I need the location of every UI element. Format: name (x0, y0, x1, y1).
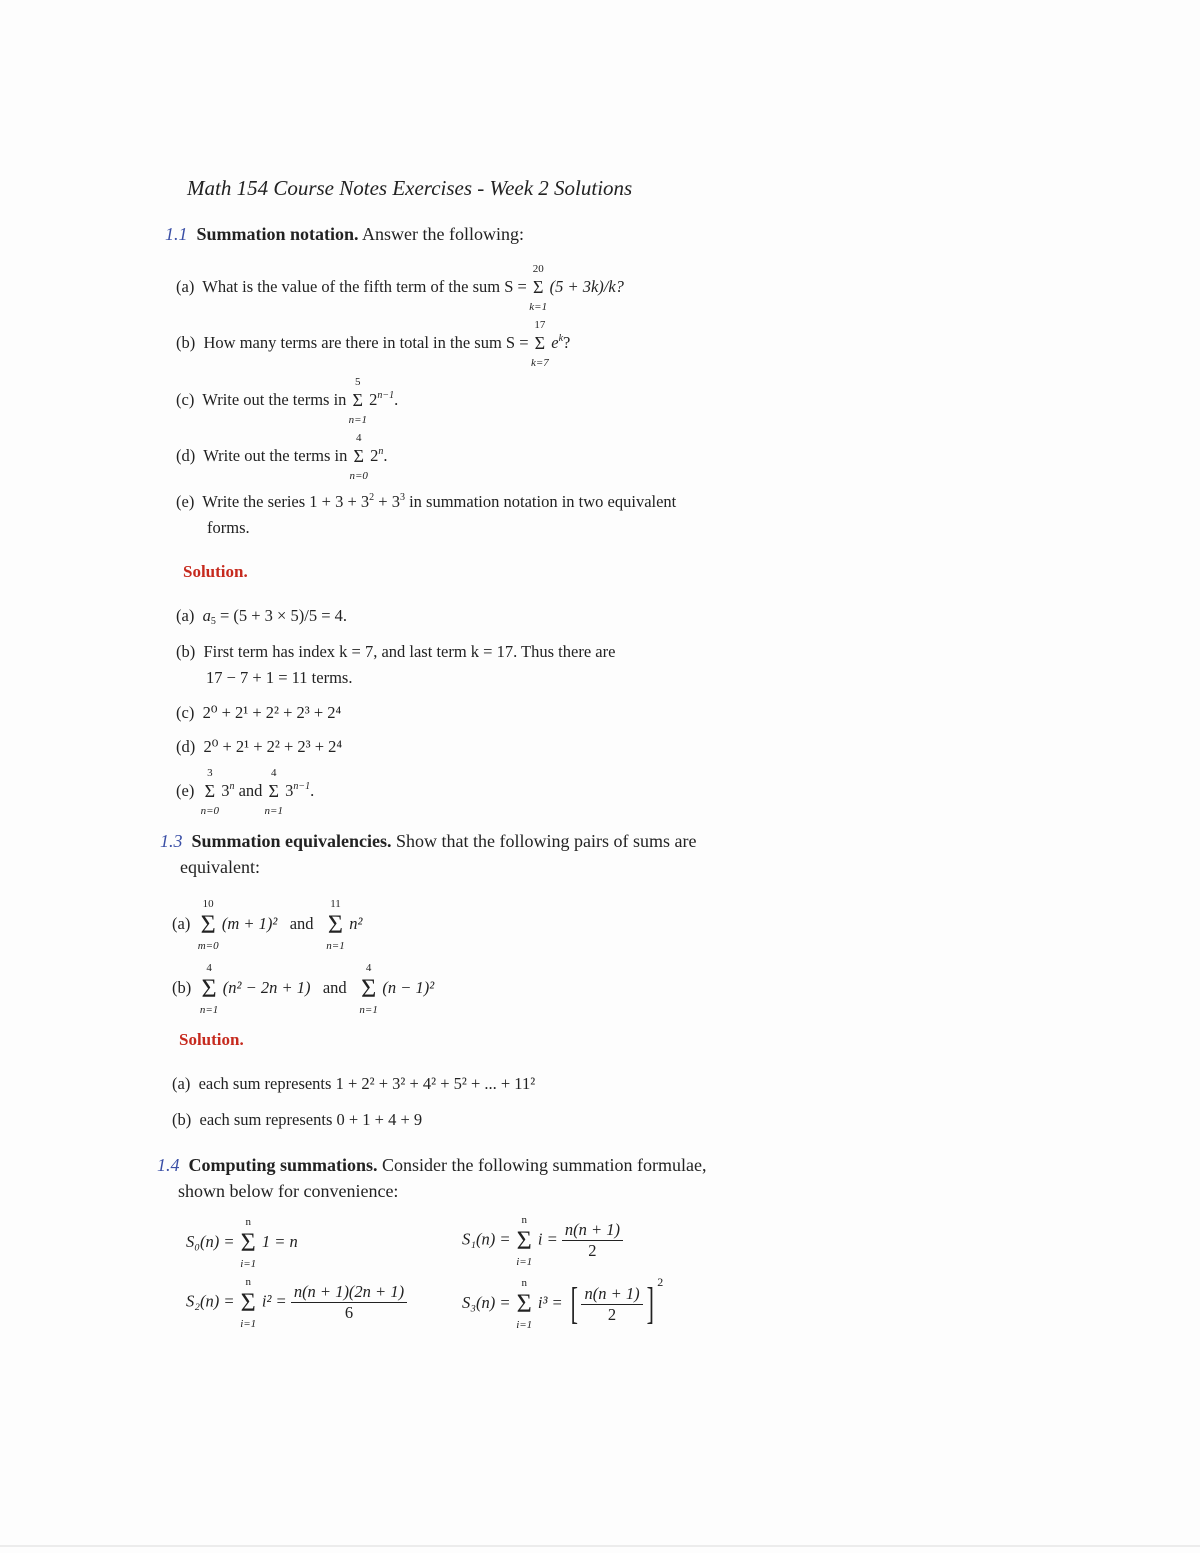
solution-b (172, 1110, 422, 1130)
punctuation: ? (563, 333, 571, 352)
upper-limit: 3 (207, 767, 213, 780)
lower-limit: i=1 (516, 1255, 533, 1268)
question-c (176, 376, 399, 427)
lower-limit: n=0 (200, 805, 220, 818)
question-text: What is the value of the fifth term of the sum S = (202, 277, 527, 296)
item-label: (e) (176, 492, 195, 511)
summand: 2 (369, 390, 378, 409)
upper-limit: 5 (355, 376, 361, 389)
section-1-3-heading (160, 831, 696, 852)
exponent: k (558, 333, 564, 344)
summation-sign: 4 Σ n=1 (199, 962, 219, 1016)
upper-limit: n (521, 1277, 527, 1290)
solution-text: 2⁰ + 2¹ + 2² + 2³ + 2⁴ (203, 737, 343, 756)
upper-limit: 10 (202, 898, 214, 910)
solution-label: Solution. (179, 1030, 244, 1049)
section-1-4-heading (157, 1155, 707, 1176)
upper-limit: 11 (330, 898, 341, 910)
summand: (5 + 3k)/k? (549, 277, 624, 296)
summand: (m + 1)² (221, 913, 278, 933)
section-intro: Answer the following: (362, 224, 525, 244)
lower-limit: n=1 (359, 1004, 378, 1016)
fraction (291, 1282, 407, 1323)
punctuation: . (394, 390, 399, 409)
solution-b-continued: 17 − 7 + 1 = 11 terms. (206, 668, 353, 687)
scan-edge-line (0, 1545, 1200, 1547)
upper-limit: 20 (532, 263, 544, 276)
solution-a (176, 606, 347, 626)
solution-text: 2⁰ + 2¹ + 2² + 2³ + 2⁴ (202, 703, 342, 722)
conjunction: and (289, 913, 314, 933)
solution-c (176, 703, 341, 723)
lower-limit: n=1 (264, 805, 283, 818)
formula-s1 (462, 1213, 623, 1268)
question-text: Write the series 1 + 3 + 3 (202, 492, 370, 511)
summation-sign: n Σ i=1 (240, 1216, 257, 1270)
lower-limit: k=7 (530, 357, 549, 370)
solution-d (176, 737, 342, 757)
summation-sign: 20 Σ k=1 (529, 263, 548, 314)
solution-term: a (202, 606, 211, 625)
upper-limit: n (521, 1213, 527, 1226)
summation-sign: 10 Σ m=0 (197, 898, 219, 952)
numerator: n(n + 1)(2n + 1) (291, 1282, 407, 1303)
upper-limit: n (245, 1275, 251, 1288)
section-intro-continued: shown below for convenience: (178, 1181, 399, 1201)
upper-limit: 4 (206, 962, 212, 974)
summation-sign: 17 Σ k=7 (530, 319, 549, 370)
summation-sign: 4 Σ n=1 (264, 767, 283, 818)
item-label: (e) (176, 781, 195, 800)
item-label: (b) (176, 333, 196, 352)
summand: 2 (370, 446, 379, 465)
item-label: (a) (176, 277, 195, 296)
summation-sign: 11 Σ n=1 (326, 898, 345, 952)
item-label: (c) (176, 703, 195, 722)
exponent: n−1 (293, 781, 311, 792)
item-label: (a) (172, 1074, 191, 1093)
solution-b (176, 642, 615, 662)
summation-sign: n Σ i=1 (516, 1213, 533, 1268)
fraction (562, 1220, 623, 1261)
formula-rhs: i = (537, 1229, 558, 1249)
item-label: (a) (172, 913, 191, 933)
formula-s3 (462, 1275, 664, 1332)
formula-lhs: S₁(n) = (462, 1229, 511, 1249)
solution-text: First term has index k = 7, and last term k = 17. Thus there are (203, 642, 616, 661)
item-label: (b) (172, 1110, 192, 1129)
lower-limit: n=1 (326, 940, 345, 952)
upper-limit: 4 (365, 962, 372, 974)
item-label: (c) (176, 390, 195, 409)
lower-limit: n=1 (348, 414, 367, 427)
lower-limit: n=1 (199, 1004, 219, 1016)
summation-sign: 5 Σ n=1 (348, 376, 367, 427)
solution-text: each sum represents 0 + 1 + 4 + 9 (199, 1110, 423, 1129)
section-1-1-heading (165, 224, 524, 245)
formula-rhs: 1 = n (261, 1231, 298, 1251)
solution-text: each sum represents 1 + 2² + 3² + 4² + 5² + ... + 11² (198, 1074, 536, 1093)
section-title: Summation equivalencies. (191, 831, 392, 851)
fraction (581, 1284, 642, 1325)
section-title: Summation notation. (196, 224, 359, 244)
numerator: n(n + 1) (581, 1284, 642, 1305)
lower-limit: k=1 (529, 301, 548, 314)
section-number: 1.1 (165, 224, 188, 244)
item-label: (d) (176, 446, 196, 465)
solution-text: = (5 + 3 × 5)/5 = 4. (219, 606, 347, 625)
section-number: 1.4 (157, 1155, 180, 1175)
section-number: 1.3 (160, 831, 183, 851)
question-text: Write out the terms in (203, 446, 348, 465)
conjunction: and (238, 781, 263, 800)
right-bracket: ] (646, 1279, 654, 1329)
denominator: 2 (607, 1304, 617, 1324)
formula-lhs: S₂(n) = (186, 1291, 235, 1311)
item-label: (a) (176, 606, 195, 625)
section-intro: Consider the following summation formulae, (382, 1155, 707, 1175)
section-intro: Show that the following pairs of sums are (396, 831, 697, 851)
solution-e (176, 767, 315, 818)
question-d (176, 432, 388, 483)
lower-limit: n=0 (349, 470, 368, 483)
summand: 3 (221, 781, 230, 800)
formula-s0 (186, 1216, 298, 1270)
summation-sign: n Σ i=1 (516, 1277, 533, 1332)
question-e: (e) Write the series $1 + 3 + 3^2 + 3^3$ in summation notation in two equivalent (176, 492, 677, 511)
left-bracket: [ (570, 1279, 578, 1329)
conjunction: and (322, 977, 347, 997)
upper-limit: 4 (271, 767, 277, 780)
section-intro-continued: equivalent: (180, 857, 260, 877)
question-text: How many terms are there in total in the sum S = (203, 333, 529, 352)
summand: (n − 1)² (382, 977, 435, 997)
denominator: 2 (588, 1241, 597, 1260)
summation-sign: n Σ i=1 (240, 1275, 257, 1330)
summand: (n² − 2n + 1) (222, 977, 311, 997)
punctuation: . (310, 781, 315, 800)
question-text: in summation notation in two equivalent (409, 492, 677, 511)
summation-sign: 3 Σ n=0 (200, 767, 220, 818)
item-label: (b) (176, 642, 196, 661)
question-e-continued: forms. (207, 518, 250, 537)
solution-label: Solution. (183, 562, 248, 581)
summand: 3 (285, 781, 294, 800)
summand: e (551, 333, 559, 352)
exponent: n (229, 781, 235, 792)
question-a (176, 263, 624, 314)
lower-limit: i=1 (240, 1317, 257, 1330)
subscript: 5 (210, 616, 216, 627)
lower-limit: i=1 (516, 1319, 533, 1332)
summand: n² (349, 913, 363, 933)
upper-limit: 17 (534, 319, 546, 332)
lower-limit: m=0 (197, 940, 219, 952)
upper-limit: 4 (355, 432, 362, 445)
summation-sign: 4 Σ n=0 (349, 432, 368, 483)
page-title: Math 154 Course Notes Exercises - Week 2 Solutions (187, 176, 633, 200)
equivalence-a (172, 898, 363, 952)
exponent: n (378, 446, 384, 457)
denominator: 6 (344, 1303, 354, 1322)
equivalence-b (172, 962, 435, 1016)
question-text: + 3 (378, 492, 400, 511)
numerator: n(n + 1) (562, 1220, 623, 1241)
item-label: (d) (176, 737, 196, 756)
upper-limit: n (245, 1216, 251, 1228)
formula-s2 (186, 1275, 407, 1330)
summation-sign: 4 Σ n=1 (359, 962, 378, 1016)
exponent: 2 (657, 1275, 664, 1289)
punctuation: . (383, 446, 388, 465)
formula-lhs: S₃(n) = (462, 1293, 511, 1312)
question-text: Write out the terms in (202, 390, 347, 409)
solution-a (172, 1074, 535, 1094)
exponent: n−1 (377, 390, 395, 401)
section-title: Computing summations. (188, 1155, 378, 1175)
formula-rhs: i² = (261, 1291, 287, 1311)
item-label: (b) (172, 977, 192, 997)
lower-limit: i=1 (240, 1258, 257, 1270)
formula-rhs: i³ = (537, 1293, 563, 1312)
question-b (176, 319, 571, 370)
formula-lhs: S₀(n) = (186, 1231, 235, 1251)
